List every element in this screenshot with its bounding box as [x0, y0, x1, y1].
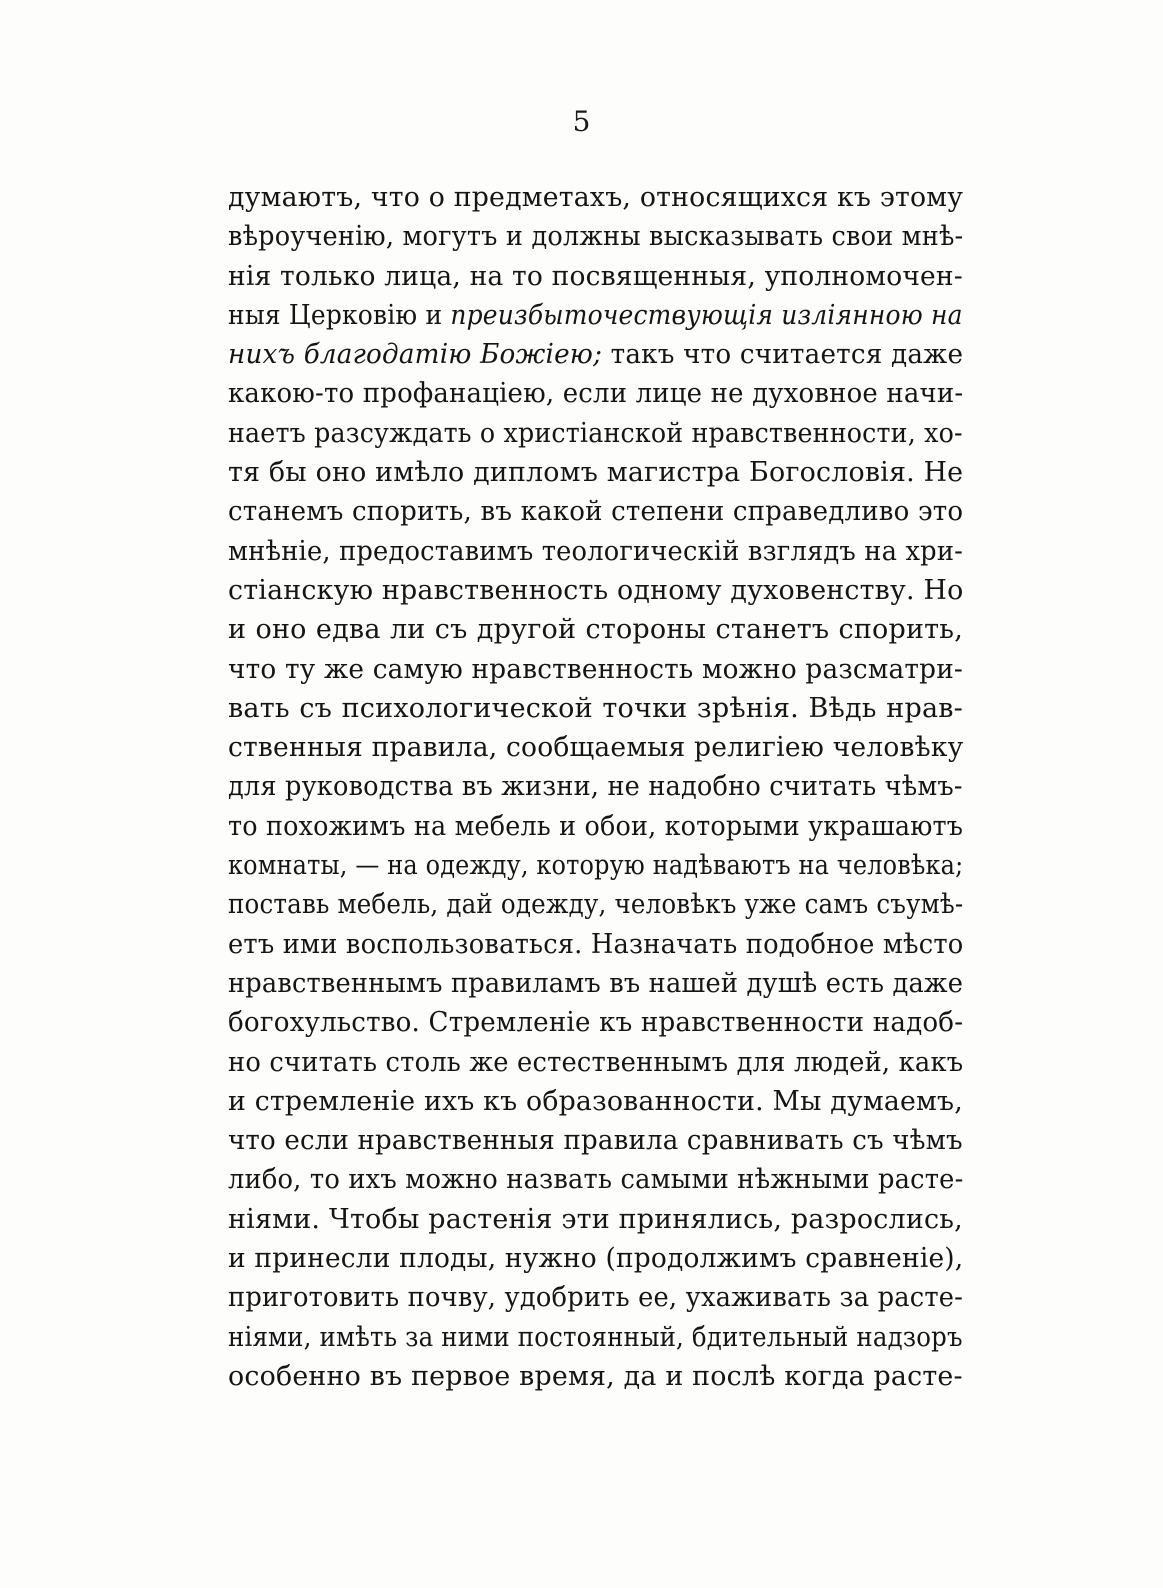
text-line: [228, 1318, 963, 1357]
text-segment: станемъ спорить, въ какой степени справедливо это: [228, 496, 964, 528]
text-line: [228, 1043, 963, 1082]
text-line: [228, 1239, 963, 1278]
text-segment: и стремленіе ихъ къ образованности. Мы думаемъ,: [228, 1085, 963, 1117]
text-line: [228, 1160, 963, 1199]
text-line: [228, 217, 963, 256]
text-line: [228, 885, 963, 924]
text-segment: вать съ психологической точки зрѣнія. Вѣдь нрав-: [228, 692, 963, 724]
text-segment: и оно едва ли съ другой стороны станетъ спорить,: [228, 614, 963, 646]
text-segment: то похожимъ на мебель и обои, которыми украшаютъ: [228, 810, 964, 842]
text-line: [228, 335, 963, 374]
italic-text: нихъ благодатію Божіею;: [228, 339, 603, 371]
text-line: [228, 1003, 963, 1042]
text-segment: но считать столь же естественнымъ для людей, какъ: [228, 1046, 964, 1078]
text-line: [228, 492, 963, 531]
text-segment: наетъ разсуждать о христіанской нравственности, хо-: [228, 417, 963, 449]
text-line: [228, 964, 963, 1003]
body-text: [228, 178, 963, 1396]
text-line: [228, 1200, 963, 1239]
text-line: [228, 767, 963, 806]
text-line: [228, 374, 963, 413]
page-number: 5: [572, 105, 591, 138]
text-line: [228, 610, 963, 649]
text-segment: мнѣніе, предоставимъ теологическій взглядъ на хри-: [228, 535, 964, 567]
text-line: [228, 1357, 963, 1396]
text-line: [228, 650, 963, 689]
text-segment: тя бы оно имѣло дипломъ магистра Богословія. Не: [228, 457, 964, 489]
text-line: [228, 571, 963, 610]
text-line: [228, 728, 963, 767]
text-segment: комнаты, — на одежду, которую надѣваютъ на человѣка;: [228, 850, 964, 882]
italic-text: преизбыточествующія изліянною на: [450, 299, 963, 331]
text-segment: думаютъ, что о предметахъ, относящихся къ этому: [228, 182, 964, 213]
text-segment: ніями. Чтобы растенія эти принялись, разрослись,: [228, 1203, 963, 1235]
text-line: [228, 296, 963, 335]
text-segment: нравственнымъ правиламъ въ нашей душѣ есть даже: [228, 967, 964, 999]
text-line: [228, 414, 963, 453]
text-segment: и принесли плоды, нужно (продолжимъ сравненіе),: [228, 1243, 964, 1275]
text-segment: ственныя правила, сообщаемыя религіею человѣку: [228, 732, 964, 764]
text-segment: приготовить почву, удобрить ее, ухаживать за расте-: [228, 1282, 964, 1314]
text-line: [228, 846, 963, 885]
text-line: [228, 925, 963, 964]
text-segment: ніями, имѣть за ними постоянный, бдительный надзоръ: [228, 1321, 963, 1353]
text-segment: богохульство. Стремленіе къ нравственности надоб-: [228, 1007, 964, 1039]
text-line: [228, 1121, 963, 1160]
text-segment: либо, то ихъ можно назвать самыми нѣжными расте-: [228, 1164, 964, 1196]
text-segment: стіанскую нравственность одному духовенству. Но: [228, 574, 964, 606]
text-line: [228, 453, 963, 492]
text-segment: вѣроученію, могутъ и должны высказывать свои мнѣ-: [228, 221, 964, 253]
text-segment: особенно въ первое время, да и послѣ когда расте-: [228, 1360, 963, 1392]
text-segment: поставь мебель, дай одежду, человѣкъ уже самъ съумѣ-: [228, 889, 964, 921]
text-line: [228, 532, 963, 571]
text-line: [228, 689, 963, 728]
text-line: [228, 178, 963, 217]
text-line: [228, 1278, 963, 1317]
text-segment: етъ ими воспользоваться. Назначать подобное мѣсто: [228, 928, 964, 960]
text-line: [228, 1082, 963, 1121]
text-segment: ныя Церковію и: [228, 299, 451, 331]
text-segment: что ту же самую нравственность можно разсматри-: [228, 653, 964, 685]
text-segment: что если нравственныя правила сравнивать съ чѣмъ: [228, 1125, 963, 1157]
text-line: [228, 807, 963, 846]
text-segment: нія только лица, на то посвященныя, уполномочен-: [228, 260, 963, 292]
text-segment: для руководства въ жизни, не надобно считать чѣмъ-: [228, 771, 963, 803]
text-line: [228, 257, 963, 296]
text-segment: такъ что считается даже: [602, 339, 964, 371]
text-segment: какою-то профанаціею, если лице не духовное начи-: [228, 378, 964, 410]
